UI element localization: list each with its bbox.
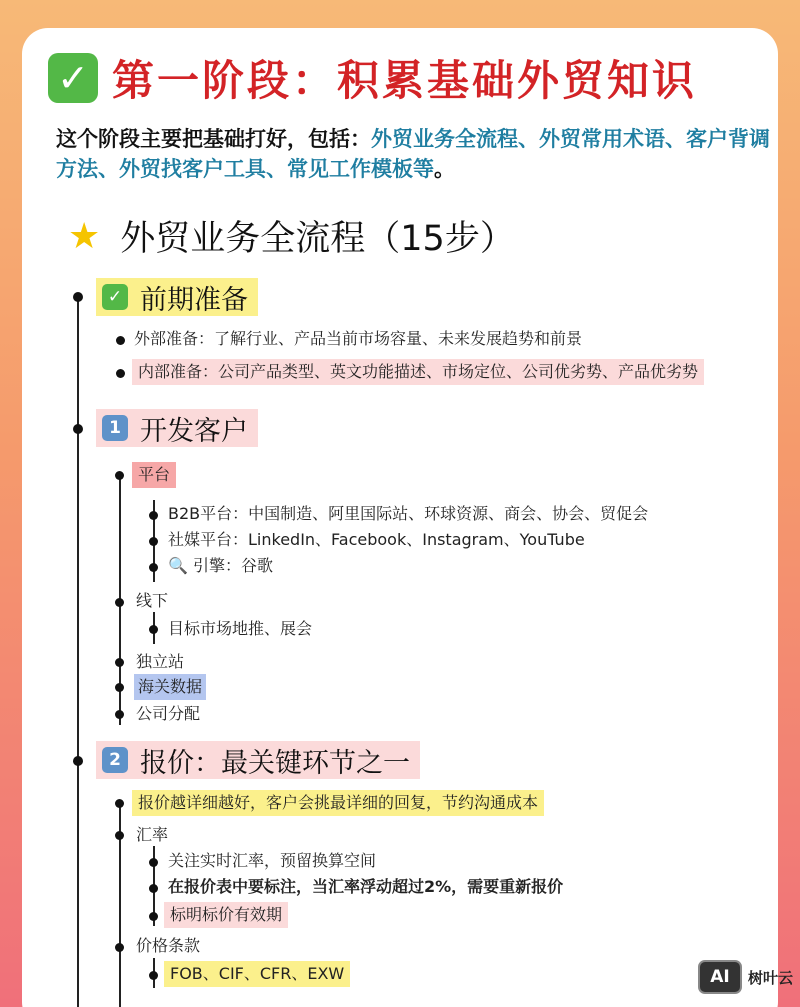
section-heading <box>68 210 515 262</box>
list-item: 公司分配 <box>136 704 201 723</box>
intro-topics: 外贸业务全流程、外贸常用术语、客户背调方法、外贸找客户工具、常见工作模板等 <box>56 127 770 181</box>
timeline-line <box>77 296 79 1007</box>
list-item: 汇率 <box>136 825 169 844</box>
bullet <box>149 858 158 867</box>
stage-quotation <box>96 741 420 779</box>
bullet <box>149 912 158 921</box>
page-title <box>48 50 697 106</box>
list-item: 线下 <box>136 591 169 610</box>
bullet <box>149 884 158 893</box>
bullet <box>115 683 124 692</box>
list-item: 目标市场地推、展会 <box>168 619 313 638</box>
check-mark-icon: ✓ <box>102 284 128 310</box>
number-two-icon: 2 <box>102 747 128 773</box>
bullet <box>115 943 124 952</box>
list-item: 独立站 <box>136 652 185 671</box>
list-item: 社媒平台：LinkedIn、Facebook、Instagram、YouTube <box>168 530 585 549</box>
star-icon: ★ <box>68 215 101 257</box>
list-item: 外部准备：了解行业、产品当前市场容量、未来发展趋势和前景 <box>134 329 583 348</box>
watermark-text: 树叶云 <box>748 968 794 987</box>
bullet <box>115 658 124 667</box>
bullet <box>115 831 124 840</box>
list-item: 海关数据 <box>134 674 206 700</box>
bullet <box>149 971 158 980</box>
check-mark-icon: ✓ <box>48 53 98 103</box>
stage-label: 前期准备 <box>140 284 248 316</box>
number-one-icon: 1 <box>102 415 128 441</box>
section-title: 外贸业务全流程（15步） <box>120 219 515 259</box>
title-text: 第一阶段：积累基础外贸知识 <box>112 56 698 105</box>
list-item: FOB、CIF、CFR、EXW <box>164 961 350 987</box>
timeline-dot <box>73 424 83 434</box>
list-item: 关注实时汇率，预留换算空间 <box>168 851 377 870</box>
bullet <box>149 625 158 634</box>
list-item: 在报价表中要标注，当汇率浮动超过2%，需要重新报价 <box>168 877 564 896</box>
list-item: 平台 <box>132 462 176 488</box>
list-item: 🔍 引擎：谷歌 <box>168 556 274 575</box>
stage-develop-customers <box>96 409 258 447</box>
list-item: B2B平台：中国制造、阿里国际站、环球资源、商会、协会、贸促会 <box>168 504 649 523</box>
list-item: 内部准备：公司产品类型、英文功能描述、市场定位、公司优劣势、产品优劣势 <box>132 359 704 385</box>
bullet <box>115 799 124 808</box>
bullet <box>116 369 125 378</box>
bullet <box>115 710 124 719</box>
list-item: 报价越详细越好，客户会挑最详细的回复，节约沟通成本 <box>132 790 544 816</box>
watermark-logo: AI <box>698 960 742 994</box>
bullet <box>149 511 158 520</box>
stage-prep <box>96 278 258 316</box>
bullet <box>149 537 158 546</box>
intro-end: 。 <box>434 157 455 181</box>
bullet <box>115 471 124 480</box>
stage-label: 开发客户 <box>140 415 248 447</box>
intro-lead: 这个阶段主要把基础打好，包括： <box>56 127 371 151</box>
timeline-dot <box>73 756 83 766</box>
list-item: 标明标价有效期 <box>164 902 288 928</box>
watermark <box>698 960 793 994</box>
bullet <box>115 598 124 607</box>
list-item: 价格条款 <box>136 936 201 955</box>
bullet <box>116 336 125 345</box>
intro-paragraph <box>56 124 776 184</box>
stage-label: 报价：最关键环节之一 <box>140 747 410 779</box>
timeline-dot <box>73 292 83 302</box>
bullet <box>149 563 158 572</box>
